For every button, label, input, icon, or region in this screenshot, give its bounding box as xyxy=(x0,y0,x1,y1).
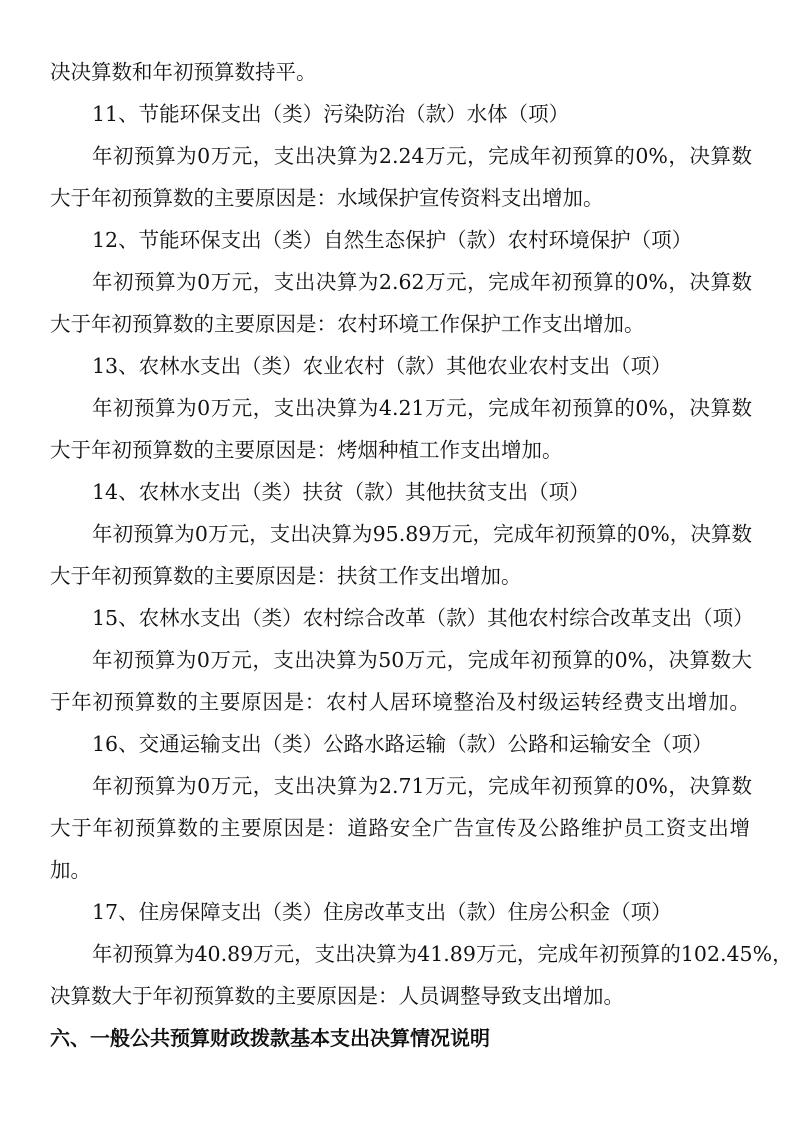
section-heading-15: 15、农林水支出（类）农村综合改革（款）其他农村综合改革支出（项） xyxy=(92,606,754,630)
text-line-23: 决算数大于年初预算数的主要原因是：人员调整导致支出增加。 xyxy=(50,984,624,1008)
text-line-7: 大于年初预算数的主要原因是：农村环境工作保护工作支出增加。 xyxy=(50,312,645,336)
text-line-18: 年初预算为0万元，支出决算为2.71万元，完成年初预算的0%，决算数 xyxy=(92,774,752,798)
text-line-1: 决决算数和年初预算数持平。 xyxy=(50,60,317,84)
text-line-4: 大于年初预算数的主要原因是：水域保护宣传资料支出增加。 xyxy=(50,186,604,210)
text-line-19: 大于年初预算数的主要原因是：道路安全广告宣传及公路维护员工资支出增 xyxy=(50,816,750,840)
text-line-22: 年初预算为40.89万元，支出决算为41.89万元，完成年初预算的102.45%， xyxy=(92,942,793,966)
text-line-9: 年初预算为0万元，支出决算为4.21万元，完成年初预算的0%，决算数 xyxy=(92,396,752,420)
text-line-20: 加。 xyxy=(50,858,91,882)
text-line-15: 年初预算为0万元，支出决算为50万元，完成年初预算的0%，决算数大 xyxy=(92,648,752,672)
text-line-3: 年初预算为0万元，支出决算为2.24万元，完成年初预算的0%，决算数 xyxy=(92,144,752,168)
section-heading-17: 17、住房保障支出（类）住房改革支出（款）住房公积金（项） xyxy=(92,900,672,924)
section-heading-14: 14、农林水支出（类）扶贫（款）其他扶贫支出（项） xyxy=(92,480,590,504)
text-line-6: 年初预算为0万元，支出决算为2.62万元，完成年初预算的0%，决算数 xyxy=(92,270,752,294)
section-heading-16: 16、交通运输支出（类）公路水路运输（款）公路和运输安全（项） xyxy=(92,732,713,756)
text-line-16: 于年初预算数的主要原因是：农村人居环境整治及村级运转经费支出增加。 xyxy=(50,690,750,714)
section-heading-12: 12、节能环保支出（类）自然生态保护（款）农村环境保护（项） xyxy=(92,228,693,252)
text-line-12: 年初预算为0万元，支出决算为95.89万元，完成年初预算的0%，决算数 xyxy=(92,522,752,546)
text-line-13: 大于年初预算数的主要原因是：扶贫工作支出增加。 xyxy=(50,564,522,588)
section-heading-13: 13、农林水支出（类）农业农村（款）其他农业农村支出（项） xyxy=(92,354,672,378)
text-line-10: 大于年初预算数的主要原因是：烤烟种植工作支出增加。 xyxy=(50,438,563,462)
chapter-heading: 六、一般公共预算财政拨款基本支出决算情况说明 xyxy=(50,1026,490,1050)
section-heading-11: 11、节能环保支出（类）污染防治（款）水体（项） xyxy=(92,102,570,126)
